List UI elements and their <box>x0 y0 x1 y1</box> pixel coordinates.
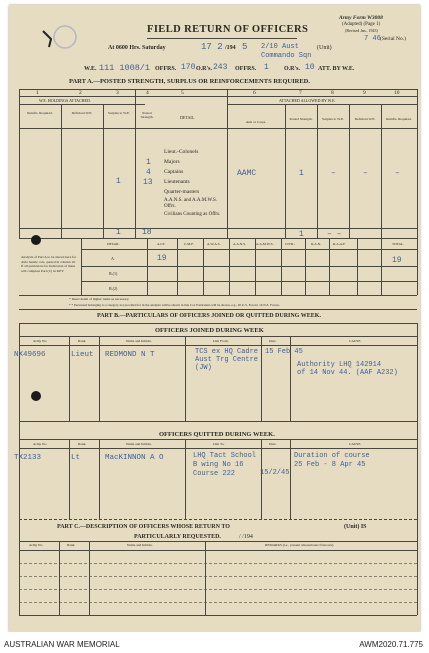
part-c-title-a: PART C.—DESCRIPTION OF OFFICERS WHOSE RETURN TO <box>57 524 230 530</box>
ors2-value: 10 <box>305 63 315 72</box>
detail-col-total: TOTAL. <box>392 242 405 246</box>
rank-civilians: Civilians Counting as Offrs. <box>164 212 221 217</box>
quitted-unit-line2: B wing No 16 <box>193 461 244 469</box>
quitted-unit-line1: LHQ Tact School <box>193 452 257 460</box>
detail-row-b1: B.(1) <box>109 271 118 276</box>
stamp-mark <box>39 23 79 53</box>
header-arm-corps: Arm or Corps. <box>245 120 267 124</box>
archive-name: AUSTRALIAN WAR MEMORIAL <box>4 640 120 649</box>
ors2-label: O.R's. <box>284 66 301 72</box>
col-number-10: 10 <box>394 90 400 96</box>
detail-row-b2: B.(2) <box>109 286 118 291</box>
rank-lieut-colonels: Lieut.-Colonels <box>164 149 199 155</box>
detail-col-awas: A.W.A.S. <box>207 242 221 246</box>
total-value: 19 <box>392 256 402 265</box>
analysis-note: Analysis of Part A to be shown here for Aldo beside cols. quoted in column 10. If all particulars for Indication of these will complete Part (C) in KEY <box>21 255 77 273</box>
punch-hole-upper <box>31 235 41 245</box>
detail-col-civil: CIVIL. <box>285 242 296 246</box>
header-detail: DETAIL. <box>180 115 196 120</box>
header-posted-right: Posted Strength. <box>289 117 313 121</box>
punch-hole-lower <box>31 391 41 401</box>
offrs-label: OFFRS. <box>155 66 177 72</box>
adapted-label: (Adapted) (Page 1) <box>342 22 381 27</box>
we-value: 111 1008/1 <box>99 63 151 73</box>
rank-aans-aamws: A.A.N.S. and A.A.M.W.S. Offrs. <box>164 198 218 209</box>
return-date-value: 17 2 <box>201 42 223 52</box>
joined-col-army-no: Army No. <box>33 339 48 343</box>
part-b-title: PART B.—PARTICULARS OF OFFICERS JOINED OR QUITTED DURING WEEK. <box>97 313 321 319</box>
ors-label: O.R's. <box>196 66 213 72</box>
attached-allowed-header: ATTACHED ALLOWED BY W.E. <box>279 98 336 103</box>
quitted-col-unit: Unit To. <box>213 442 225 446</box>
archive-reference: AWM2020.71.775 <box>359 640 423 649</box>
col-number-5: 5 <box>181 90 184 96</box>
quitted-title: OFFICERS QUITTED DURING WEEK. <box>159 431 275 438</box>
quitted-col-date: Date. <box>269 442 277 446</box>
detail-col-aif: A.I.F. <box>157 242 165 246</box>
detail-col-raaf: R.A.A.F. <box>333 242 346 246</box>
col-number-9: 9 <box>363 90 366 96</box>
posted-value-lieutenants: 13 <box>143 178 153 187</box>
arm-reinfts-value: – <box>395 169 400 178</box>
at-hours-label: At 0600 Hrs. Saturday <box>108 45 166 51</box>
serial-label: (Serial No.) <box>380 36 406 42</box>
joined-col-date: Date. <box>269 339 277 343</box>
quitted-army-no: TX2133 <box>14 454 42 462</box>
footnote-2: * * Personnel belonging to a category not provided for in the analysis will be shown in this Col. Particulars will be shown, e.g., 20 U.S. Forces; 16 N.Z. Forces. <box>69 303 280 307</box>
quitted-cause-line2: 25 Feb - 8 Apr 45 <box>294 461 366 469</box>
rank-majors: Majors <box>164 159 180 165</box>
footnote-1: * Insert detail of higher ranks as necessary. <box>69 297 130 301</box>
offrs2-value: 1 <box>264 63 269 72</box>
posted-value-captains: 4 <box>146 168 151 177</box>
joined-rank: Lieut <box>71 351 94 359</box>
header-surplus-left: Surplus to W.E. <box>108 111 130 115</box>
year-value: 5 <box>242 42 248 52</box>
col-number-7: 7 <box>299 90 302 96</box>
header-deficient-left: Deficient W.E. <box>71 111 93 115</box>
detail-col-aamws: A.A.M.W.S. <box>256 242 274 246</box>
title-underline <box>147 38 297 39</box>
total-right-posted-value: 1 <box>299 230 304 239</box>
part-c-col-rank: Rank. <box>67 543 76 547</box>
aif-value: 19 <box>157 254 167 263</box>
joined-cause-line1: Authority LHQ 142914 <box>297 361 382 369</box>
quitted-unit-line3: Course 222 <box>193 470 236 478</box>
col-number-6: 6 <box>253 90 256 96</box>
quitted-col-cause: CAUSE. <box>349 442 362 446</box>
detail-col-cmf: C.M.F. <box>184 242 194 246</box>
detail-label: DETAIL <box>107 242 120 246</box>
arm-corps-value: AAMC <box>237 169 257 178</box>
we-holdings-header: W.E. HOLDINGS ATTACHED. <box>39 98 91 103</box>
total-surplus-value: 1 <box>116 228 121 237</box>
header-surplus-right: Surplus to W.E. <box>322 117 344 121</box>
detail-row-a: A. <box>111 256 115 261</box>
col-number-8: 8 <box>331 90 334 96</box>
form-title: FIELD RETURN OF OFFICERS <box>147 24 309 35</box>
rank-captains: Captains <box>164 169 184 175</box>
total-right-dashes: – – <box>327 230 342 239</box>
arm-deficient-value: – <box>363 169 368 178</box>
joined-col-unit: Unit From. <box>213 339 229 343</box>
posted-value-majors: 1 <box>146 158 151 167</box>
joined-col-rank: Rank. <box>78 339 87 343</box>
part-c-title-d: / /194 <box>239 534 253 540</box>
part-c-col-army-no: Army No. <box>29 543 44 547</box>
offrs-value: 170 <box>181 63 196 72</box>
detail-col-aans: A.A.N.S. <box>233 242 247 246</box>
total-posted-value: 18 <box>142 228 152 237</box>
header-reinfts-right: Reinfts. Required. <box>386 117 412 121</box>
year-label: /194 <box>225 45 236 51</box>
part-c-col-name: Name and Initials. <box>127 543 153 547</box>
joined-army-no: NX49696 <box>14 351 46 359</box>
rank-lieutenants: Lieutenants <box>164 179 190 185</box>
joined-title: OFFICERS JOINED DURING WEEK <box>155 327 264 334</box>
serial-number-value: 7 46 <box>364 35 381 43</box>
quitted-date: 15/2/45 <box>260 469 290 477</box>
quitted-name: MacKINNON A O <box>105 454 164 462</box>
unit-label: (Unit) <box>317 45 332 51</box>
col-number-4: 4 <box>146 90 149 96</box>
header-reinfts-left: Reinfts. Required. <box>27 111 53 115</box>
joined-unit-line1: TCS ex HQ Cadre <box>195 348 259 356</box>
arm-posted-value: 1 <box>299 169 304 178</box>
rank-quartermasters: Quarter-masters <box>164 189 200 195</box>
archive-footer <box>0 632 429 653</box>
joined-unit-line3: (JW) <box>195 364 212 372</box>
header-deficient-right: Deficient W.E. <box>354 117 376 121</box>
quitted-col-army-no: Army No. <box>33 442 48 446</box>
revised-label: (Revised Jan., 1943) <box>345 28 378 33</box>
form-page <box>9 5 420 632</box>
detail-col-ran: R.A.N. <box>311 242 322 246</box>
we-label: W.E. <box>84 66 97 72</box>
part-c-title-b: (Unit) IS <box>344 524 367 530</box>
unit-value: 2/10 Aust Commando Sqn <box>261 43 312 60</box>
part-a-title: PART A.—POSTED STRENGTH, SURPLUS OR REINFORCEMENTS REQUIRED. <box>69 78 310 85</box>
quitted-col-rank: Rank. <box>78 442 87 446</box>
army-form-label: Army Form W3008 <box>339 15 383 21</box>
joined-name: REDMOND N T <box>105 351 155 359</box>
joined-col-name: Name and Initials. <box>126 339 152 343</box>
joined-date: 15 Feb 45 <box>265 348 303 356</box>
quitted-rank: Lt <box>71 454 81 462</box>
col-number-3: 3 <box>116 90 119 96</box>
header-posted-left: Posted Strength. <box>140 111 154 119</box>
col-number-2: 2 <box>79 90 82 96</box>
quitted-cause-line1: Duration of course <box>294 452 370 460</box>
att-label: ATT. BY W.E. <box>318 66 355 72</box>
part-c-col-remarks: REMARKS (i.e., present whereabouts if known). <box>265 543 335 547</box>
arm-surplus-value: – <box>331 169 336 178</box>
quitted-col-name: Name and Initials. <box>126 442 152 446</box>
part-c-title-c: PARTICULARLY REQUESTED. <box>134 534 221 540</box>
ors-value: 243 <box>213 63 228 72</box>
joined-cause-line2: of 14 Nov 44. (AAF A232) <box>297 369 398 377</box>
joined-unit-line2: Aust Trg Centre <box>195 356 259 364</box>
joined-col-cause: CAUSE. <box>349 339 362 343</box>
surplus-value: 1 <box>116 177 121 186</box>
col-number-1: 1 <box>36 90 39 96</box>
offrs2-label: OFFRS. <box>235 66 257 72</box>
